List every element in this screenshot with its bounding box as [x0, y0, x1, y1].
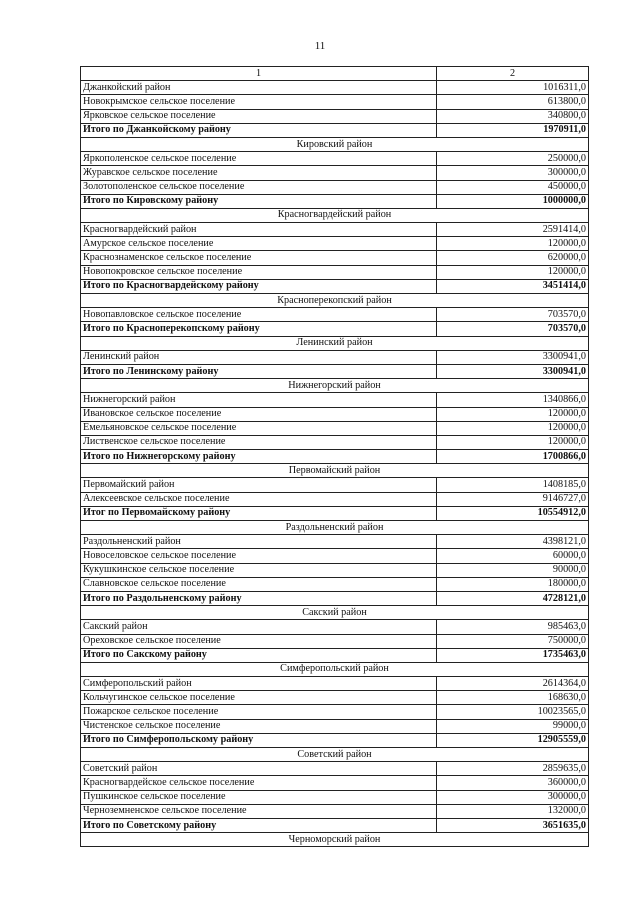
- table-row: [81, 237, 589, 251]
- row-amount: 1340866,0: [437, 393, 589, 407]
- section-heading: Первомайский район: [81, 464, 589, 478]
- total-amount: 1000000,0: [437, 194, 589, 208]
- row-amount: 60000,0: [437, 549, 589, 563]
- row-label: Новокрымское сельское поселение: [81, 95, 437, 109]
- row-label: Симферопольский район: [81, 677, 437, 691]
- total-label: Итого по Нижнегорскому району: [81, 450, 437, 464]
- total-amount: 3451414,0: [437, 279, 589, 293]
- total-label: Итого по Ленинскому району: [81, 364, 437, 378]
- row-amount: 620000,0: [437, 251, 589, 265]
- total-amount: 1700866,0: [437, 450, 589, 464]
- table-row: [81, 535, 589, 549]
- table-row: [81, 691, 589, 705]
- row-label: Красногвардейское сельское поселение: [81, 776, 437, 790]
- section-heading: Ленинский район: [81, 336, 589, 350]
- total-row: [81, 279, 589, 293]
- row-label: Ленинский район: [81, 350, 437, 364]
- row-label: Новопокровское сельское поселение: [81, 265, 437, 279]
- table-row: [81, 719, 589, 733]
- table-row: [81, 407, 589, 421]
- total-row: [81, 591, 589, 605]
- total-label: Итог по Первомайскому району: [81, 506, 437, 520]
- total-amount: 1970911,0: [437, 123, 589, 137]
- row-label: Раздольненский район: [81, 535, 437, 549]
- table-row: [81, 549, 589, 563]
- row-label: Ивановское сельское поселение: [81, 407, 437, 421]
- total-label: Итого по Симферопольскому району: [81, 733, 437, 747]
- row-amount: 120000,0: [437, 435, 589, 449]
- section-heading: Сакский район: [81, 606, 589, 620]
- row-amount: 4398121,0: [437, 535, 589, 549]
- row-amount: 3300941,0: [437, 350, 589, 364]
- column-header-1: 1: [81, 67, 437, 81]
- row-amount: 450000,0: [437, 180, 589, 194]
- total-row: [81, 322, 589, 336]
- total-amount: 4728121,0: [437, 591, 589, 605]
- total-amount: 12905559,0: [437, 733, 589, 747]
- row-label: Чистенское сельское поселение: [81, 719, 437, 733]
- table-row: [81, 265, 589, 279]
- row-label: Черноземненское сельское поселение: [81, 804, 437, 818]
- row-amount: 703570,0: [437, 308, 589, 322]
- row-label: Советский район: [81, 762, 437, 776]
- total-amount: 1735463,0: [437, 648, 589, 662]
- budget-table: [80, 66, 589, 847]
- row-label: Алексеевское сельское поселение: [81, 492, 437, 506]
- section-heading: Советский район: [81, 748, 589, 762]
- table-row: [81, 563, 589, 577]
- row-label: Пожарское сельское поселение: [81, 705, 437, 719]
- page-number: 11: [314, 40, 326, 52]
- table-row: [81, 435, 589, 449]
- total-label: Итого по Раздольненскому району: [81, 591, 437, 605]
- table-row: [81, 166, 589, 180]
- table-row: [81, 308, 589, 322]
- row-label: Джанкойский район: [81, 81, 437, 95]
- row-label: Журавское сельское поселение: [81, 166, 437, 180]
- table-row: [81, 152, 589, 166]
- section-heading-row: [81, 521, 589, 535]
- row-amount: 90000,0: [437, 563, 589, 577]
- row-amount: 985463,0: [437, 620, 589, 634]
- table-row: [81, 223, 589, 237]
- table-row: [81, 634, 589, 648]
- row-amount: 360000,0: [437, 776, 589, 790]
- column-header-2: 2: [437, 67, 589, 81]
- row-amount: 340800,0: [437, 109, 589, 123]
- row-amount: 132000,0: [437, 804, 589, 818]
- row-label: Сакский район: [81, 620, 437, 634]
- total-row: [81, 648, 589, 662]
- row-label: Новоселовское сельское поселение: [81, 549, 437, 563]
- total-row: [81, 506, 589, 520]
- section-heading: Черноморский район: [81, 833, 589, 847]
- total-label: Итого по Сакскому району: [81, 648, 437, 662]
- row-label: Лиственское сельское поселение: [81, 435, 437, 449]
- section-heading: Симферопольский район: [81, 662, 589, 676]
- row-amount: 99000,0: [437, 719, 589, 733]
- row-amount: 10023565,0: [437, 705, 589, 719]
- row-amount: 120000,0: [437, 237, 589, 251]
- table-row: [81, 109, 589, 123]
- row-amount: 2591414,0: [437, 223, 589, 237]
- table-row: [81, 677, 589, 691]
- total-row: [81, 733, 589, 747]
- total-amount: 10554912,0: [437, 506, 589, 520]
- table-row: [81, 421, 589, 435]
- table-row: [81, 81, 589, 95]
- row-label: Золотополенское сельское поселение: [81, 180, 437, 194]
- section-heading: Красноперекопский район: [81, 294, 589, 308]
- row-label: Кольчугинское сельское поселение: [81, 691, 437, 705]
- table-row: [81, 350, 589, 364]
- section-heading-row: [81, 379, 589, 393]
- total-row: [81, 818, 589, 832]
- total-label: Итого по Красноперекопскому району: [81, 322, 437, 336]
- row-amount: 180000,0: [437, 577, 589, 591]
- table-row: [81, 492, 589, 506]
- total-label: Итого по Кировскому району: [81, 194, 437, 208]
- row-amount: 2859635,0: [437, 762, 589, 776]
- table-row: [81, 393, 589, 407]
- section-heading: Нижнегорский район: [81, 379, 589, 393]
- section-heading: Красногвардейский район: [81, 208, 589, 222]
- section-heading-row: [81, 208, 589, 222]
- section-heading-row: [81, 606, 589, 620]
- total-row: [81, 194, 589, 208]
- table-row: [81, 776, 589, 790]
- table-row: [81, 95, 589, 109]
- row-amount: 250000,0: [437, 152, 589, 166]
- row-label: Кукушкинское сельское поселение: [81, 563, 437, 577]
- total-amount: 3300941,0: [437, 364, 589, 378]
- row-amount: 300000,0: [437, 790, 589, 804]
- section-heading: Кировский район: [81, 137, 589, 151]
- row-label: Новопавловское сельское поселение: [81, 308, 437, 322]
- section-heading-row: [81, 464, 589, 478]
- row-label: Красногвардейский район: [81, 223, 437, 237]
- row-label: Яркополенское сельское поселение: [81, 152, 437, 166]
- section-heading: Раздольненский район: [81, 521, 589, 535]
- row-label: Ореховское сельское поселение: [81, 634, 437, 648]
- section-heading-row: [81, 833, 589, 847]
- total-row: [81, 450, 589, 464]
- total-row: [81, 123, 589, 137]
- row-label: Емельяновское сельское поселение: [81, 421, 437, 435]
- row-label: Краснознаменское сельское поселение: [81, 251, 437, 265]
- row-amount: 613800,0: [437, 95, 589, 109]
- row-amount: 750000,0: [437, 634, 589, 648]
- table-row: [81, 804, 589, 818]
- row-label: Нижнегорский район: [81, 393, 437, 407]
- row-label: Пушкинское сельское поселение: [81, 790, 437, 804]
- row-amount: 120000,0: [437, 421, 589, 435]
- table-row: [81, 705, 589, 719]
- total-amount: 3651635,0: [437, 818, 589, 832]
- table-row: [81, 620, 589, 634]
- row-amount: 2614364,0: [437, 677, 589, 691]
- total-label: Итого по Джанкойскому району: [81, 123, 437, 137]
- row-amount: 168630,0: [437, 691, 589, 705]
- total-label: Итого по Красногвардейскому району: [81, 279, 437, 293]
- row-amount: 300000,0: [437, 166, 589, 180]
- section-heading-row: [81, 137, 589, 151]
- row-label: Славновское сельское поселение: [81, 577, 437, 591]
- table-row: [81, 180, 589, 194]
- table-row: [81, 790, 589, 804]
- row-amount: 120000,0: [437, 265, 589, 279]
- section-heading-row: [81, 336, 589, 350]
- table-row: [81, 577, 589, 591]
- table-header-row: [81, 67, 589, 81]
- row-amount: 1016311,0: [437, 81, 589, 95]
- row-label: Амурское сельское поселение: [81, 237, 437, 251]
- section-heading-row: [81, 748, 589, 762]
- row-label: Первомайский район: [81, 478, 437, 492]
- row-label: Ярковское сельское поселение: [81, 109, 437, 123]
- total-amount: 703570,0: [437, 322, 589, 336]
- total-label: Итого по Советскому району: [81, 818, 437, 832]
- table-row: [81, 251, 589, 265]
- total-row: [81, 364, 589, 378]
- row-amount: 1408185,0: [437, 478, 589, 492]
- table-row: [81, 762, 589, 776]
- table-row: [81, 478, 589, 492]
- row-amount: 9146727,0: [437, 492, 589, 506]
- section-heading-row: [81, 294, 589, 308]
- section-heading-row: [81, 662, 589, 676]
- row-amount: 120000,0: [437, 407, 589, 421]
